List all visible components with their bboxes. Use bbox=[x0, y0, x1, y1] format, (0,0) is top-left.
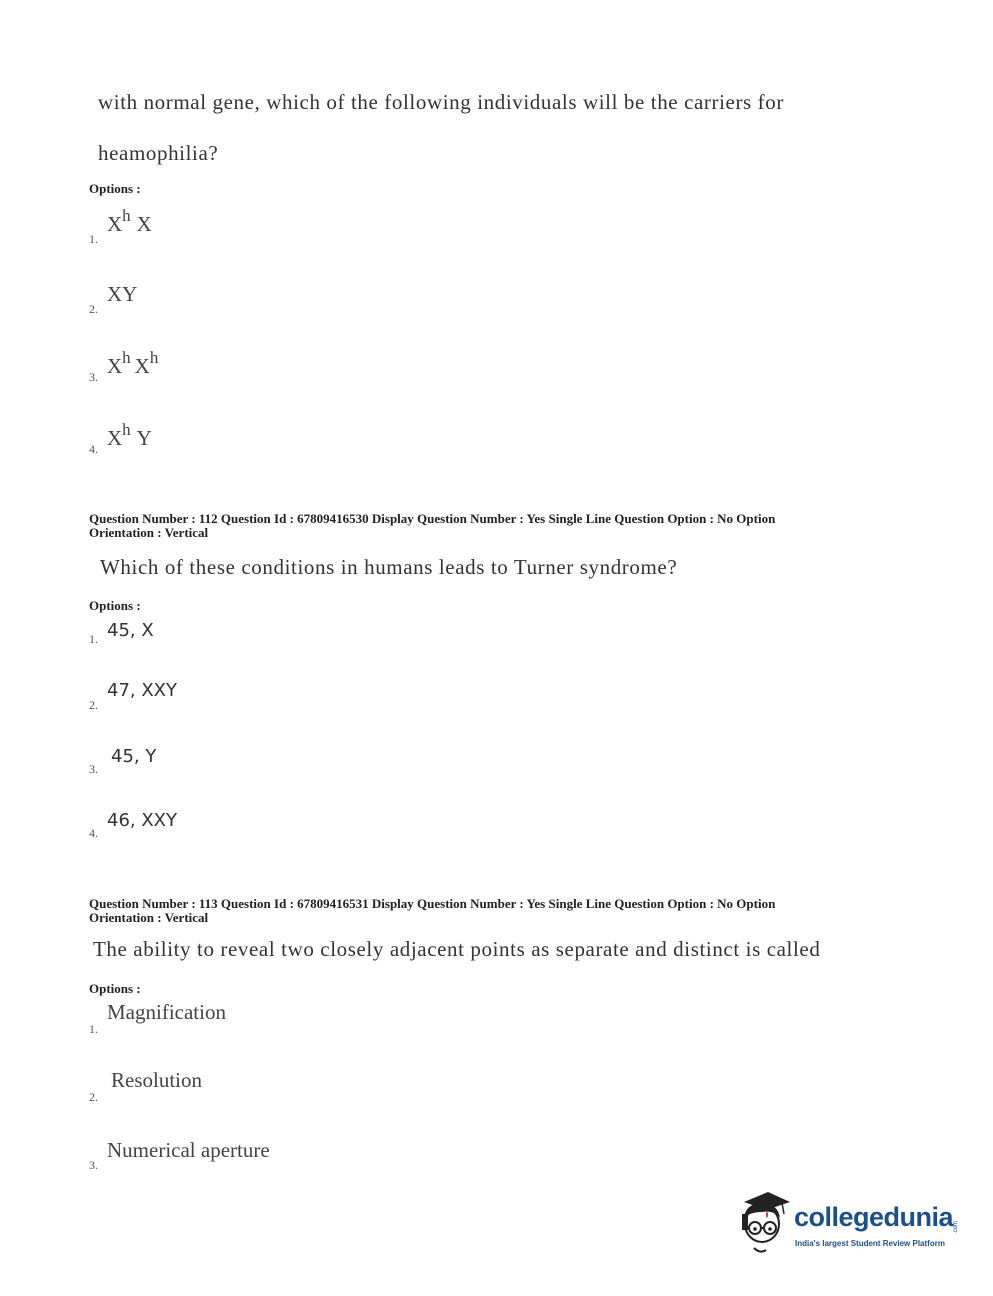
option-number: 2. bbox=[89, 698, 98, 712]
options-label: Options : bbox=[89, 981, 141, 996]
option-label: $X^h$ $X^h$ bbox=[107, 348, 159, 378]
option-label: $X^h$ X bbox=[107, 206, 152, 236]
mascot-icon bbox=[734, 1188, 792, 1258]
logo-tagline: India's largest Student Review Platform bbox=[795, 1239, 945, 1248]
question-meta: Question Number : 112 Question Id : 67809416530 Display Question Number : Yes Single Line Question Option : No Option Orientation : Vertical bbox=[89, 511, 776, 540]
option-label: 46, XXY bbox=[107, 810, 178, 831]
option-label: Numerical aperture bbox=[107, 1138, 270, 1162]
logo-wordmark: collegedunia bbox=[794, 1202, 954, 1232]
option-label: XY bbox=[107, 282, 138, 306]
question-text: Which of these conditions in humans leads to Turner syndrome? bbox=[100, 555, 678, 579]
option-number: 1. bbox=[89, 232, 98, 246]
option-number: 3. bbox=[89, 1158, 98, 1172]
logo-suffix: .com bbox=[953, 1220, 959, 1234]
option-label: 45, Y bbox=[111, 746, 157, 767]
option-number: 1. bbox=[89, 1022, 98, 1036]
option-label: 47, XXY bbox=[107, 680, 178, 701]
question-text-line: heamophilia? bbox=[98, 141, 219, 165]
option-label: $X^h$ Y bbox=[107, 420, 152, 450]
option-number: 1. bbox=[89, 632, 98, 646]
option-number: 4. bbox=[89, 826, 98, 840]
option-number: 2. bbox=[89, 302, 98, 316]
option-number: 3. bbox=[89, 762, 98, 776]
option-label: Resolution bbox=[111, 1068, 203, 1092]
options-label: Options : bbox=[89, 598, 141, 613]
options-label: Options : bbox=[89, 181, 141, 196]
question-text-line: with normal gene, which of the following individuals will be the carriers for bbox=[98, 90, 784, 114]
option-number: 2. bbox=[89, 1090, 98, 1104]
option-number: 4. bbox=[89, 442, 98, 456]
option-label: 45, X bbox=[107, 620, 154, 641]
question-meta: Question Number : 113 Question Id : 67809416531 Display Question Number : Yes Single Line Question Option : No Option Orientation : Vertical bbox=[89, 896, 776, 925]
collegedunia-logo[interactable] bbox=[734, 1188, 964, 1258]
question-text: The ability to reveal two closely adjacent points as separate and distinct is called bbox=[93, 937, 821, 961]
option-number: 3. bbox=[89, 370, 98, 384]
option-label: Magnification bbox=[107, 1000, 226, 1024]
